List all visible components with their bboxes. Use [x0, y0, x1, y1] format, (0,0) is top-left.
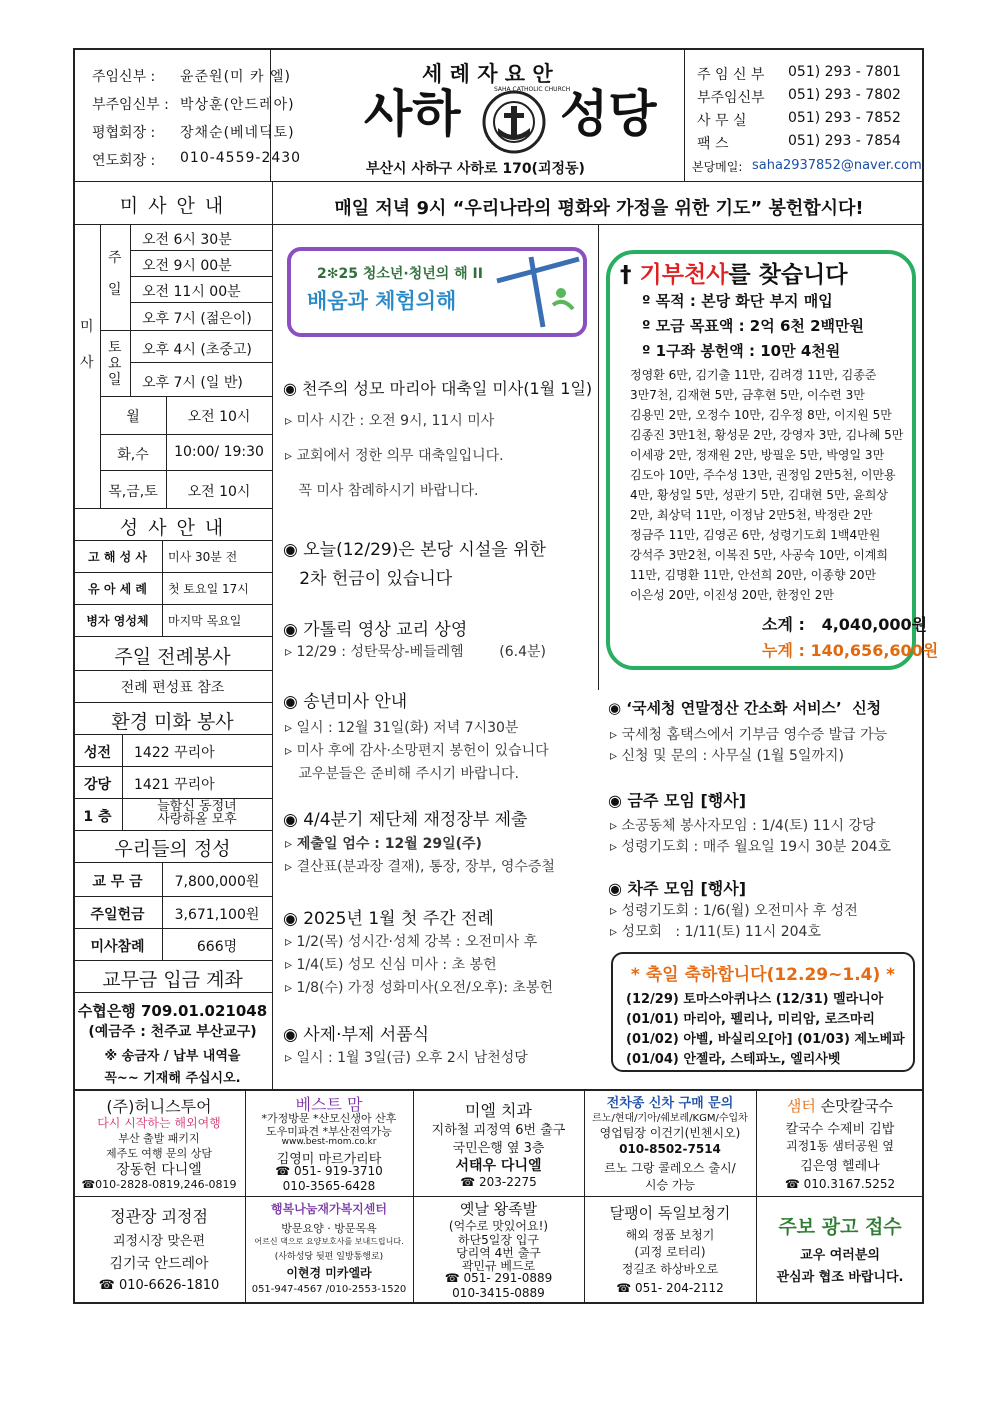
notice-r1-title: ◉ 금주 모임 [행사]	[608, 791, 747, 810]
donor-line: 11만, 김명환 11만, 안선희 20만, 이종향 20만	[630, 568, 877, 582]
donation-item-2: º 1구좌 봉헌액 : 10만 4천원	[642, 342, 841, 360]
ad-car-dealer	[584, 1092, 756, 1196]
weekday-day-1: 화,수	[117, 447, 149, 463]
notice-3-line-2: 교우분들은 준비해 주시기 바랍니다.	[285, 766, 520, 782]
feast-line-3: (01/04) 안젤라, 스테파노, 엘리사벳	[626, 1052, 841, 1067]
youth-year-banner	[287, 247, 587, 337]
notice-r1-line-1: ▹ 성령기도회 : 매주 월요일 19시 30분 204호	[610, 839, 892, 855]
ad-line: 다시 시작하는 해외여행	[97, 1116, 221, 1130]
sunday-label: 주 일	[108, 250, 122, 298]
grid-line	[130, 362, 272, 363]
staff-name-0: 윤준원(미 카 엘)	[180, 69, 291, 85]
env-key-0: 성전	[83, 745, 112, 761]
sacrament-title: 성 사 안 내	[119, 517, 226, 539]
ad-line: 시승 가능	[644, 1178, 696, 1192]
header-divider-right	[684, 49, 685, 181]
notice-4-title: ◉ 4/4분기 제단체 재정장부 제출	[283, 810, 528, 830]
column-divider	[598, 224, 599, 690]
offering-key-0: 교 무 금	[92, 874, 143, 890]
ad-phone: ☎ 051- 291-0889	[444, 1271, 553, 1285]
ad-line: 하단5일장 입구	[457, 1233, 539, 1247]
grid-line	[73, 604, 272, 605]
phone-label-0: 주 임 신 부	[697, 67, 765, 83]
grid-line	[130, 250, 272, 251]
offering-key-1: 주일헌금	[90, 907, 145, 923]
phone-num-1: 051) 293 - 7802	[788, 87, 901, 103]
notice-2-line-0: ▹ 12/29 : 성탄묵상-베들레헴 (6.4분)	[285, 644, 546, 660]
ad-line: 르노 그랑 콜레오스 출시/	[604, 1161, 736, 1175]
donor-line: 2만, 최상덕 11만, 이정남 2만5천, 박정란 2만	[630, 508, 873, 522]
ad-line: 영업팀장 이건기(빈첸시오)	[599, 1126, 741, 1140]
ad-line: 당리역 4번 출구	[456, 1246, 541, 1260]
notice-5-title: ◉ 2025년 1월 첫 주간 전례	[283, 909, 494, 929]
ad-title: 행복나눔재가복지센터	[271, 1202, 387, 1216]
ad-line: 김기국 안드레아	[109, 1256, 209, 1272]
account-note-1: ※ 송금자 / 납부 내역을	[104, 1049, 241, 1064]
notice-4-line-1: ▹ 결산표(분과장 결재), 통장, 장부, 영수증철	[285, 859, 555, 875]
ads-mid-line	[73, 1196, 924, 1197]
staff-name-1: 박상훈(안드레아)	[180, 97, 295, 113]
email-link[interactable]: saha2937852@naver.com	[752, 158, 922, 173]
grid-line	[73, 896, 272, 897]
sacrament-val-2: 마지막 목요일	[168, 614, 242, 628]
staff-role-1: 부주임신부 :	[92, 97, 169, 113]
ad-line: 이현경 미카엘라	[286, 1266, 372, 1280]
env-val-1: 1421 꾸리아	[134, 777, 215, 793]
logo-text: SAHA CATHOLIC CHURCH	[494, 86, 571, 93]
donation-title	[620, 256, 848, 289]
sacrament-val-0: 미사 30분 전	[168, 550, 238, 564]
feast-title: * 축일 축하합니다(12.29~1.4) *	[630, 965, 896, 985]
ad-line: (괴정 로터리)	[634, 1245, 706, 1259]
phone-num-3: 051) 293 - 7854	[788, 133, 901, 149]
ad-line: 장동헌 다니엘	[116, 1162, 202, 1178]
staff-role-0: 주임신부 :	[92, 69, 156, 85]
parish-name-part2: 성당	[560, 85, 657, 143]
account-holder: (예금주 : 천주교 부산교구)	[88, 1024, 257, 1040]
donor-line: 김용민 2만, 오정수 10만, 김우정 8만, 이지원 5만	[630, 408, 892, 422]
feast-line-0: (12/29) 토마스아퀴나스 (12/31) 멜라니아	[626, 992, 884, 1007]
staff-role-2: 평협회장 :	[92, 125, 156, 141]
ad-line: 서태우 다니엘	[455, 1158, 542, 1174]
ad-title: 주보 광고 접수	[778, 1216, 902, 1238]
saturday-label: 토 요 일	[108, 340, 122, 388]
grid-line	[162, 540, 163, 636]
parish-address: 부산시 사하구 사하로 170(괴정동)	[366, 161, 585, 177]
grid-line	[100, 330, 272, 331]
weekday-time-0: 오전 10시	[187, 409, 251, 425]
notice-6-line-0: ▹ 일시 : 1월 3일(금) 오후 2시 남천성당	[285, 1050, 528, 1066]
grid-line	[73, 862, 272, 863]
phone-num-2: 051) 293 - 7852	[788, 110, 901, 126]
ad-welfare-center	[245, 1198, 413, 1302]
ad-line: (사하성당 뒷편 일방통행로)	[274, 1252, 384, 1262]
ad-title: 달팽이 독일보청기	[609, 1204, 731, 1222]
ad-title: 미엘 치과	[465, 1101, 532, 1120]
grid-line	[73, 928, 272, 929]
staff-name-3: 010-4559-2430	[180, 150, 302, 166]
grid-line	[73, 766, 272, 767]
notice-3-line-0: ▹ 일시 : 12월 31일(화) 저녁 7시30분	[285, 720, 519, 736]
donor-line: 이은성 20만, 이진성 20만, 한정인 2만	[630, 588, 834, 602]
notice-0-line-0: ▹ 미사 시간 : 오전 9시, 11시 미사	[285, 413, 495, 429]
weekday-day-0: 월	[126, 409, 140, 425]
ad-line: 국민은행 옆 3층	[452, 1141, 545, 1156]
ad-phone: 010-3565-6428	[282, 1179, 376, 1193]
donor-line: 김종진 3만1천, 황성문 2만, 강영자 3만, 김나혜 5만	[630, 428, 904, 442]
ad-miel-dental	[413, 1092, 584, 1196]
ad-bulletin-ads	[756, 1198, 924, 1302]
church-logo-icon	[482, 90, 546, 154]
notice-0-line-1: ▹ 교회에서 정한 의무 대축일입니다.	[285, 448, 504, 464]
phone-label-1: 부주임신부	[697, 90, 765, 106]
notice-r2-title: ◉ 차주 모임 [행사]	[608, 879, 747, 898]
ad-line: 관심과 협조 바랍니다.	[776, 1270, 904, 1285]
liturgy-text: 전례 편성표 참조	[120, 680, 225, 696]
ad-jokbal	[413, 1198, 584, 1302]
feast-line-1: (01/01) 마리아, 펠리나, 미리암, 로즈마리	[626, 1012, 875, 1027]
donor-line: 정금주 11만, 김영곤 6만, 성령기도회 1백4만원	[630, 528, 881, 542]
notice-5-line-0: ▹ 1/2(목) 성시간·성체 강복 : 오전미사 후	[285, 934, 538, 950]
ad-line: 교우 여러분의	[800, 1248, 880, 1263]
sunday-mass-3: 오후 7시 (젊은이)	[142, 311, 252, 327]
ad-title: (주)허니스투어	[106, 1097, 212, 1116]
sunday-mass-2: 오전 11시 00분	[142, 284, 241, 300]
ad-title: 정관장 괴정점	[110, 1207, 208, 1226]
ad-line: 지하철 괴정역 6번 출구	[431, 1123, 566, 1138]
ad-line: 방문요양 · 방문목욕	[281, 1222, 377, 1235]
donor-line: 이세광 2만, 정재원 2만, 방필운 5만, 박영일 3만	[630, 448, 885, 462]
ad-line: 해외 정품 보청기	[625, 1228, 715, 1242]
banner-bottom-line	[73, 224, 924, 225]
notice-5-line-2: ▹ 1/8(수) 가정 성화미사(오전/오후): 초봉헌	[285, 980, 553, 996]
ad-phone: ☎ 010.3167.5252	[784, 1177, 896, 1191]
env-key-1: 강당	[83, 777, 112, 793]
saturday-mass-0: 오후 4시 (초중고)	[142, 342, 252, 358]
ad-phone: ☎010-2828-0819,246-0819	[81, 1178, 237, 1191]
notice-0-line-2: 꼭 미사 참례하시기 바랍니다.	[285, 483, 479, 499]
ad-title-highlight: 샘터	[786, 1097, 816, 1115]
prayer-banner: 매일 저녁 9시 “우리나라의 평화와 가정을 위한 기도” 봉헌합시다!	[334, 198, 864, 219]
grid-line	[73, 636, 272, 637]
sunday-mass-0: 오전 6시 30분	[142, 232, 232, 248]
notice-2-title: ◉ 가톨릭 영상 교리 상영	[283, 620, 468, 640]
notice-1-title2: 2차 헌금이 있습니다	[283, 569, 453, 589]
mass-side-label: 미 사	[80, 319, 94, 371]
email-label: 본당메일:	[692, 160, 743, 174]
donor-line: 정영환 6만, 김기출 11만, 김려경 11만, 김종준	[630, 368, 877, 382]
donation-item-0: º 목적 : 본당 화단 부지 매입	[642, 292, 833, 310]
offering-val-1: 3,671,100원	[174, 907, 260, 923]
notice-r1-line-0: ▹ 소공동체 봉사자모임 : 1/4(토) 11시 강당	[610, 818, 876, 834]
ad-line: 어르신 댁으로 요양보호사를 보내드립니다.	[254, 1237, 404, 1246]
ad-line: 도우미파견 *부산전역가능	[266, 1125, 392, 1138]
sacrament-key-1: 유 아 세 례	[88, 582, 147, 596]
ad-phone: ☎ 203-2275	[460, 1175, 537, 1189]
ad-title: 베스트 맘	[295, 1095, 363, 1114]
notice-1-title: ◉ 오늘(12/29)은 본당 시설을 위한	[283, 540, 546, 560]
grid-line	[73, 572, 272, 573]
spacer	[598, 690, 924, 691]
ad-line: 김영미 마르가리타	[276, 1152, 382, 1167]
donation-title-highlight: 기부천사	[639, 262, 729, 288]
notice-r0-line-1: ▹ 신청 및 문의 : 사무실 (1월 5일까지)	[610, 748, 844, 764]
saturday-mass-1: 오후 7시 (일 반)	[142, 375, 243, 391]
grid-line	[73, 992, 272, 993]
parish-name-part1: 사하	[364, 85, 461, 143]
notice-0-title: ◉ 천주의 성모 마리아 대축일 미사(1월 1일)	[283, 379, 593, 398]
sacrament-key-0: 고 해 성 사	[88, 550, 147, 564]
weekday-time-1: 10:00/ 19:30	[174, 444, 264, 460]
grid-line	[73, 508, 272, 509]
offering-val-2: 666명	[196, 939, 238, 955]
grid-line	[73, 670, 272, 671]
parish-prefix: 세 례 자 요 안	[422, 62, 553, 86]
youth-banner-top: 2✻25 청소년·청년의 해 II	[317, 266, 483, 282]
ad-honeys-tour	[73, 1092, 245, 1196]
grid-line	[130, 302, 272, 303]
youth-banner-main: 배움과 체험의해	[307, 289, 457, 313]
sacrament-key-2: 병자 영성체	[86, 614, 149, 628]
ad-best-mom	[245, 1092, 413, 1196]
ads-top-line	[73, 1089, 924, 1091]
grid-line	[73, 734, 272, 735]
header-bottom-line	[73, 181, 924, 182]
ad-line: 정길조 하상바오로	[621, 1262, 719, 1276]
ad-phone: 051-947-4567 /010-2553-1520	[251, 1284, 407, 1295]
notice-6-title: ◉ 사제·부제 서품식	[283, 1025, 429, 1045]
ad-line: 제주도 여행 문의 상담	[105, 1147, 213, 1160]
cross-figures-icon	[491, 253, 581, 329]
grid-line	[73, 830, 272, 831]
offering-key-2: 미사참례	[90, 939, 145, 955]
liturgy-title: 주일 전례봉사	[114, 646, 231, 668]
grid-line	[100, 224, 101, 508]
ad-samter-noodle	[756, 1092, 924, 1196]
phone-label-3: 팩 스	[697, 136, 729, 152]
notice-5-line-1: ▹ 1/4(토) 성모 신심 미사 : 초 봉헌	[285, 957, 497, 973]
offering-val-0: 7,800,000원	[174, 874, 260, 890]
grid-line	[100, 470, 272, 471]
donation-item-1: º 모금 목표액 : 2억 6천 2백만원	[642, 317, 865, 335]
ad-phone: ☎ 051- 919-3710	[275, 1164, 383, 1178]
grid-line	[130, 276, 272, 277]
donor-line: 강석주 3만2천, 이복진 5만, 사공숙 10만, 이계희	[630, 548, 888, 562]
donor-line: 4만, 황성일 5만, 성판기 5만, 김대현 5만, 윤희상	[630, 488, 888, 502]
grid-line	[100, 434, 272, 435]
ad-line: 칼국수 수제비 김밥	[785, 1122, 895, 1137]
donation-subtotal: 소계 : 4,040,000원	[762, 615, 928, 634]
ad-title	[756, 1095, 924, 1116]
ad-line: 괴정시장 맞은편	[112, 1234, 206, 1249]
donation-title-post: 를 찾습니다	[728, 262, 848, 288]
ad-line: 르노/현대/기아/쉐보레/KGM/수입차	[592, 1113, 748, 1124]
parish-logo	[482, 86, 571, 154]
grid-line	[73, 702, 272, 703]
staff-name-2: 장채순(베네딕토)	[180, 125, 295, 141]
env-title: 환경 미화 봉사	[111, 711, 234, 733]
offering-title: 우리들의 정성	[114, 838, 231, 860]
notice-r2-line-1: ▹ 성모회 : 1/11(토) 11시 204호	[610, 924, 821, 940]
staff-role-3: 연도회장 :	[92, 153, 156, 169]
donation-title-pre: †	[620, 262, 640, 288]
mass-title: 미 사 안 내	[119, 195, 226, 217]
donation-total: 누계 : 140,656,600원	[762, 641, 939, 660]
phone-num-0: 051) 293 - 7801	[788, 64, 901, 80]
ad-title: 전차종 신차 구매 문의	[606, 1096, 734, 1111]
grid-line	[73, 540, 272, 541]
sidebar-divider	[272, 181, 273, 1089]
ad-phone: 010-8502-7514	[619, 1142, 721, 1156]
env-val-0: 1422 꾸리아	[134, 745, 215, 761]
notice-r0-title: ◉ ‘국세청 연말정산 간소화 서비스’ 신청	[608, 699, 882, 717]
weekday-day-2: 목,금,토	[108, 484, 158, 500]
notice-4-line-0: ▹ 제출일 엄수 : 12월 29일(주)	[285, 836, 482, 852]
notice-3-line-1: ▹ 미사 후에 감사·소망편지 봉헌이 있습니다	[285, 743, 549, 759]
ad-title-rest: 손맛칼국수	[815, 1097, 894, 1115]
donor-line: 김도아 10만, 주수성 13만, 권정임 2만5천, 이만용	[630, 468, 896, 482]
ad-line: www.best-mom.co.kr	[281, 1137, 377, 1147]
ad-phone: ☎ 010-6626-1810	[98, 1278, 220, 1293]
ad-line: *가정방문 *산모신생아 산후	[261, 1112, 397, 1125]
grid-line	[100, 396, 272, 397]
ad-phone: 010-3415-0889	[452, 1286, 545, 1300]
sunday-mass-1: 오전 9시 00분	[142, 258, 232, 274]
ad-hearing-aid	[584, 1198, 756, 1302]
account-title: 교무금 입금 계좌	[102, 969, 243, 991]
ad-title: 옛날 왕족발	[459, 1200, 538, 1218]
feast-line-2: (01/02) 아벨, 바실리오[아] (01/03) 제노베파	[626, 1032, 905, 1047]
ad-line: 곽민규 베드로	[461, 1259, 536, 1273]
ad-line: 부산 출발 패키지	[118, 1132, 200, 1145]
ad-line: 김은영 헬레나	[800, 1159, 880, 1174]
account-bank: 수협은행 709.01.021048	[77, 1002, 268, 1020]
notice-r0-line-0: ▹ 국세청 홈택스에서 기부금 영수증 발급 가능	[610, 727, 888, 743]
env-val-2: 늘함신 동정녀 사랑하올 모후	[157, 799, 237, 827]
ad-phone: ☎ 051- 204-2112	[616, 1281, 724, 1295]
notice-r2-line-0: ▹ 성령기도회 : 1/6(월) 오전미사 후 성전	[610, 903, 858, 919]
grid-line	[73, 960, 272, 961]
ad-line: (억수로 맛있어요!)	[448, 1219, 549, 1233]
account-note-2: 꼭~~ 기재해 주십시오.	[104, 1071, 241, 1086]
weekday-time-2: 오전 10시	[187, 484, 251, 500]
notice-3-title: ◉ 송년미사 안내	[283, 692, 408, 712]
env-key-2: 1 층	[83, 809, 112, 825]
phone-label-2: 사 무 실	[697, 113, 747, 129]
ad-jeonggwanjang	[73, 1198, 245, 1302]
donor-line: 3만7천, 김재현 5만, 금후현 5만, 이수련 3만	[630, 388, 865, 402]
ad-line: 괴정1동 샘터공원 옆	[785, 1139, 894, 1153]
sacrament-val-1: 첫 토요일 17시	[168, 582, 249, 596]
